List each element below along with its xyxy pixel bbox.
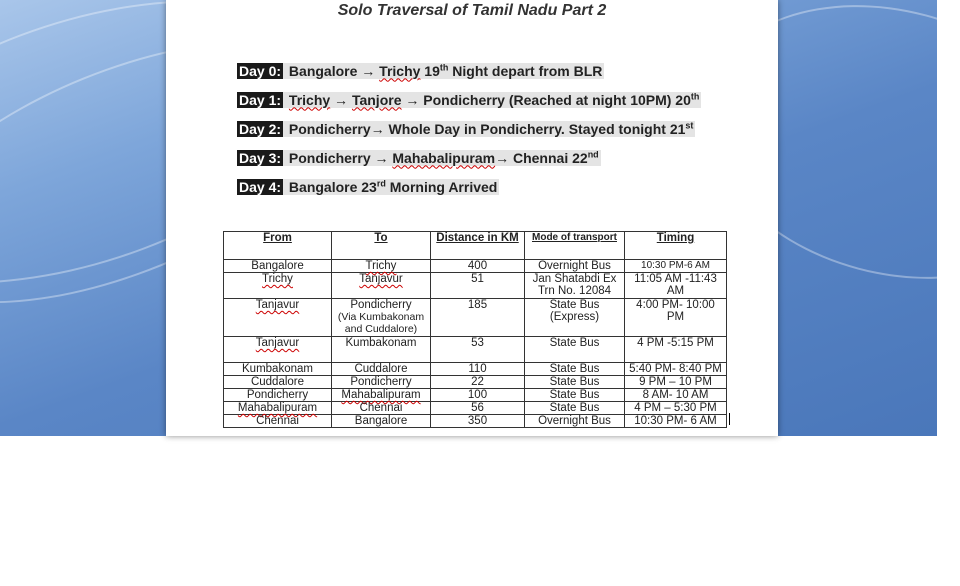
table-row xyxy=(224,260,727,273)
document-title: Solo Traversal of Tamil Nadu Part 2 xyxy=(337,2,607,19)
cell-to: Cuddalore xyxy=(332,363,431,376)
cell-from: Cuddalore xyxy=(224,376,332,389)
cell-mode: State Bus xyxy=(525,363,625,376)
cell-distance: 51 xyxy=(431,273,525,299)
cell-to: Tanjavur xyxy=(332,273,431,299)
cell-timing: 8 AM- 10 AM xyxy=(625,389,727,402)
cell-timing: 11:05 AM -11:43 AM xyxy=(625,273,727,299)
cell-mode: State Bus xyxy=(525,389,625,402)
cell-timing: 10:30 PM-6 AM xyxy=(625,260,727,273)
day-line-0 xyxy=(237,62,604,79)
day-line-2 xyxy=(237,120,695,137)
day-text: Pondicherry→ Whole Day in Pondicherry. Stayed tonight 21st xyxy=(285,120,694,137)
cell-mode: Overnight Bus xyxy=(525,260,625,273)
day-text: Pondicherry → Mahabalipuram→ Chennai 22nd xyxy=(285,149,599,166)
cell-to: Chennai xyxy=(332,402,431,415)
cell-distance: 110 xyxy=(431,363,525,376)
table-row xyxy=(224,402,727,415)
table-row xyxy=(224,376,727,389)
day-line-3 xyxy=(237,149,601,166)
cell-mode: State Bus (Express) xyxy=(525,299,625,337)
cell-mode: Jan Shatabdi Ex Trn No. 12084 xyxy=(525,273,625,299)
header-mode: Mode of transport xyxy=(525,232,625,260)
day-label: Day 3: xyxy=(239,149,282,166)
day-label: Day 1: xyxy=(239,91,282,108)
cell-to: Pondicherry xyxy=(332,376,431,389)
header-distance: Distance in KM xyxy=(431,232,525,260)
cell-mode: Overnight Bus xyxy=(525,415,625,428)
cell-distance: 400 xyxy=(431,260,525,273)
text-cursor xyxy=(729,413,730,425)
cell-to-note: (Via Kumbakonam and Cuddalore) xyxy=(337,311,425,335)
header-timing: Timing xyxy=(625,232,727,260)
cell-distance: 53 xyxy=(431,337,525,363)
itinerary-table xyxy=(223,231,727,428)
day-label: Day 4: xyxy=(239,178,282,195)
cell-from: Kumbakonam xyxy=(224,363,332,376)
cell-distance: 56 xyxy=(431,402,525,415)
cell-mode: State Bus xyxy=(525,402,625,415)
cell-mode: State Bus xyxy=(525,337,625,363)
table-row xyxy=(224,337,727,363)
day-line-1 xyxy=(237,91,701,108)
cell-timing: 10:30 PM- 6 AM xyxy=(625,415,727,428)
cell-from: Bangalore xyxy=(224,260,332,273)
cell-to: Pondicherry (Via Kumbakonam and Cuddalore) xyxy=(332,299,431,337)
cell-distance: 350 xyxy=(431,415,525,428)
cell-from: Tanjavur xyxy=(224,337,332,363)
cell-from: Chennai xyxy=(224,415,332,428)
header-from: From xyxy=(224,232,332,260)
cell-distance: 185 xyxy=(431,299,525,337)
day-text: Bangalore 23rd Morning Arrived xyxy=(285,178,498,195)
table-row xyxy=(224,273,727,299)
table-row xyxy=(224,389,727,402)
cell-timing: 4 PM -5:15 PM xyxy=(625,337,727,363)
day-line-4 xyxy=(237,178,499,195)
day-label: Day 2: xyxy=(239,120,282,137)
cell-to: Mahabalipuram xyxy=(332,389,431,402)
day-text: Bangalore → Trichy 19th Night depart from BLR xyxy=(285,62,603,79)
day-text: Trichy → Tanjore → Pondicherry (Reached at night 10PM) 20th xyxy=(283,92,701,108)
table-header-row xyxy=(224,232,727,260)
cell-timing: 4:00 PM- 10:00 PM xyxy=(625,299,727,337)
cell-from: Mahabalipuram xyxy=(224,402,332,415)
cell-to: Kumbakonam xyxy=(332,337,431,363)
cell-to: Trichy xyxy=(332,260,431,273)
table-row xyxy=(224,363,727,376)
cell-from: Tanjavur xyxy=(224,299,332,337)
cell-distance: 100 xyxy=(431,389,525,402)
cell-to: Bangalore xyxy=(332,415,431,428)
header-to: To xyxy=(332,232,431,260)
day-label: Day 0: xyxy=(239,62,282,79)
table-row xyxy=(224,299,727,337)
document-page[interactable] xyxy=(166,0,778,436)
cell-timing: 9 PM – 10 PM xyxy=(625,376,727,389)
cell-from: Pondicherry xyxy=(224,389,332,402)
cell-distance: 22 xyxy=(431,376,525,389)
cell-mode: State Bus xyxy=(525,376,625,389)
cell-from: Trichy xyxy=(224,273,332,299)
table-row xyxy=(224,415,727,428)
cell-timing: 5:40 PM- 8:40 PM xyxy=(625,363,727,376)
cell-timing: 4 PM – 5:30 PM xyxy=(625,402,727,415)
